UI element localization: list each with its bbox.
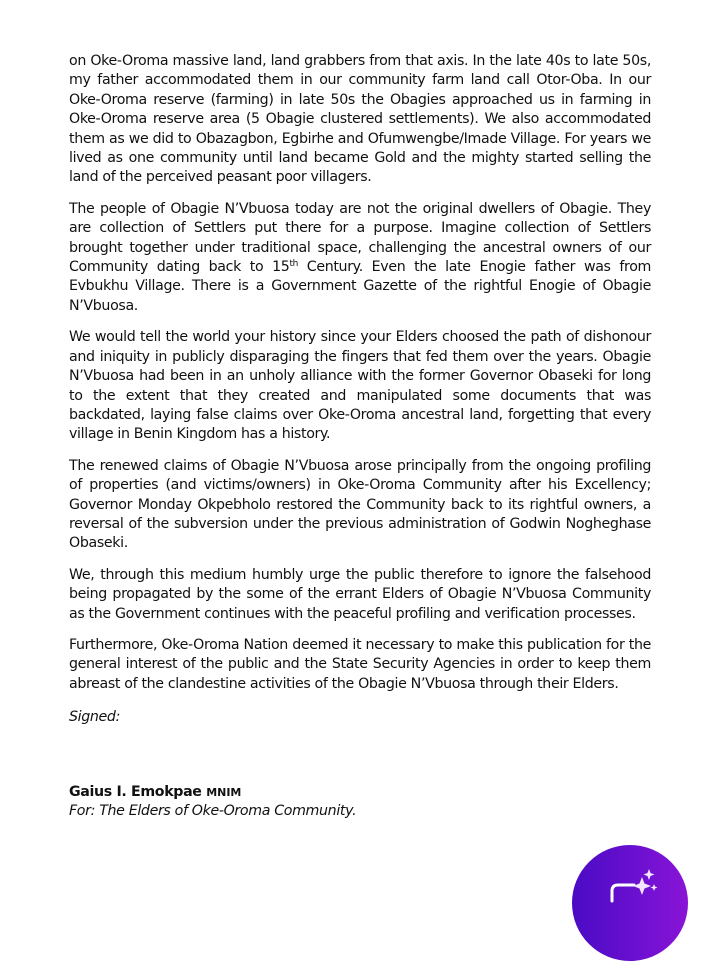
paragraph-settlers-part-1: The people of Obagie N’Vbuosa today are not the original dwellers of Obagie. They are collection of Settlers put there for a purpose. Imagine collection of Settlers brought together under traditional space, challenging the ancestral owners of our Community dating back to 15	[69, 200, 651, 276]
signatory	[69, 783, 651, 802]
signatory-suffix: MNIM	[206, 785, 242, 799]
signed-label: Signed:	[69, 709, 121, 726]
paragraph-settlers-part-2: Century. Even the late Enogie father was from Evbukhu Village. There is a Government Gazette of the rightful Enogie of Obagie N’Vbuosa.	[69, 259, 651, 314]
paragraph-history-warning: We would tell the world your history since your Elders choosed the path of dishonour and iniquity in publicly disparaging the fingers that fed them over the years. Obagie N’Vbuosa had been in an unholy alliance with the former Governor Obaseki for long to the extent that they created and manipulated some documents that was backdated, laying false claims over Oke-Oroma ancestral land, forgetting that every village in Benin Kingdom has a history.	[69, 329, 651, 443]
signature-block	[69, 783, 651, 822]
paragraph-renewed-claims: The renewed claims of Obagie N’Vbuosa arose principally from the ongoing profiling of properties (and victims/owners) in Oke-Oroma Community after his Excellency; Governor Monday Okpebholo restored the Community back to its rightful owners, a reversal of the subversion under the previous administration of Godwin Nogheghase Obaseki.	[69, 457, 651, 552]
ai-sparkle-icon	[572, 845, 688, 961]
document-page	[69, 52, 651, 821]
paragraph-land-history: on Oke-Oroma massive land, land grabbers from that axis. In the late 40s to late 50s, my father accommodated them in our community farm land call Otor-Oba. In our Oke-Oroma reserve (farming) in late 50s the Obagies approached us in farming in Oke-Oroma reserve area (5 Obagie clustered settlements). We also accommodated them as we did to Obazagbon, Egbirhe and Ofumwengbe/Imade Village. For years we lived as one community until land became Gold and the mighty started selling the land of the perceived peasant poor villagers.	[69, 53, 651, 186]
signatory-name: Gaius I. Emokpae	[69, 783, 202, 800]
signatory-organization: For: The Elders of Oke-Oroma Community.	[69, 803, 357, 819]
paragraph-settlers	[69, 200, 651, 316]
paragraph-publication-purpose: Furthermore, Oke-Oroma Nation deemed it necessary to make this publication for the general interest of the public and the State Security Agencies in order to keep them abreast of the clandestine activities of the Obagie N’Vbuosa through their Elders.	[69, 636, 651, 692]
ai-assistant-button[interactable]	[572, 845, 688, 961]
ordinal-superscript: th	[289, 259, 298, 270]
paragraph-public-urge: We, through this medium humbly urge the public therefore to ignore the falsehood being propagated by the some of the errant Elders of Obagie N’Vbuosa Community as the Government continues with the peaceful profiling and verification processes.	[69, 566, 651, 622]
